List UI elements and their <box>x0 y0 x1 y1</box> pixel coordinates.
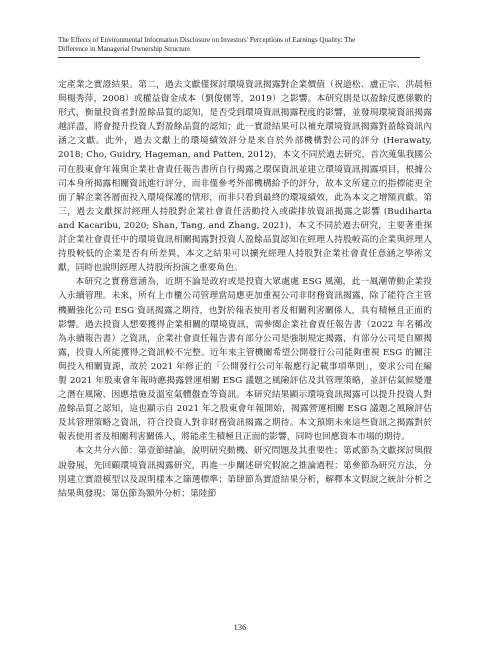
running-header-line-1: The Effects of Environmental Information Disclosure on Investors' Perceptions of Earnings Quality: The <box>58 36 356 44</box>
paragraph-practical-implications: 本研究之實務意涵為，近期不論是政府或是投資大眾處處 ESG 風潮，此一風潮帶動企業投入永續管理。未來，所有上市櫃公司管理當局應更加重視公司非財務資訊揭露，除了能符合主管機關強化公司 ESG 資訊揭露之期待，也對於報表使用者及相關利害關係人，具有積極且正面的影響。過去投資人想要獲得企業相關的環境資訊，需參閱企業社會責任報告書（2022 年名稱改為永續報告書）之資訊，企業社會責任報告書有部分公司是強制規定揭露，有部分公司是自願揭露，投資人所能獲得之資訊較不完整。近年來主管機關希望公開發行公司能夠重視 ESG 的關注與投入相關資源，故於 2021 年修正的「公開發行公司年報應行記載事項準則」，要求公司在編製 2021 年股東會年報時應揭露營運相關 ESG 議題之風險評估及其管理策略，並評估氣候變遷之潛在風險、因應措施及溫室氣體盤查等資訊。本研究結果顯示環境資訊揭露可以提升投資人對盈餘品質之認知，這也顯示自 2021 年之股東會年報開始，揭露營運相關 ESG 議題之風險評估及其管理策略之資訊，符合投資人對非財務資訊揭露之期待。本文預期未來這些資訊之揭露對於報表使用者及相關利害關係人，將能產生積極且正面的影響，同時也回應資本市場的期待。 <box>58 277 432 443</box>
running-header <box>58 36 430 53</box>
paragraph-paper-structure: 本文共分六節：第壹節緒論，說明研究動機、研究問題及其重要性；第貳節為文獻探討與假說發展，先回顧環境資訊揭露研究，再進一步闡述研究假說之推論過程；第參節為研究方法，分別建立實證模型以及說明樣本之篩選標準；第肆節為實證結果分析，解釋本文假說之統計分析之結果與發現；第伍節為額外分析；第陸節 <box>58 446 432 499</box>
header-divider <box>58 57 420 58</box>
page-number: 136 <box>233 622 247 632</box>
running-header-line-2: Difference in Managerial Ownership Structure <box>58 44 191 53</box>
paragraph-contributions: 定產業之實證結果。第二，過去文獻僅探討環境資訊揭露對企業價值（祝道松、盧正宗、洪晨桓與楊秀萍，2008）或權益資金成本（劉俊儒等，2019）之影響。本研究則是以盈餘反應係數的形式，衡量投資者對盈餘品質的認知，是否受到環境資訊揭露程度的影響，並發現環境資訊揭露越詳盡，將會提升投資人對盈餘品質的認知；此一實證結果可以補充環境資訊揭露對盈餘資訊內涵之文獻。此外，過去文獻上的環境績效評分是來自於外部機構對公司的評分 (Herawaty, 2018; Cho, Guidry, Hageman, and Patten, 2012)，本文不同於過去研究，首次蒐集我國公司在股東會年報與企業社會責任報告書所自行揭露之環保資訊並建立環境資訊揭露項目，根據公司本身所揭露相關資訊進行評分，而非僅參考外部機構給予的評分，故本文所建立的指標能更全面了解企業各層面投入環境保護的情形，而非只看到最終的環境績效，此為本文之增額貢獻。第三，過去文獻探討經理人持股對企業社會責任活動投入或碳排放資訊揭露之影響 (Budiharta and Kacaribu, 2020; Shan, Tang, and Zhang, 2021)，本文不同於過去研究，主要著重探討企業社會責任中的環境資訊相關揭露對投資人盈餘品質認知在經理人持股較高的企業與經理人持股較低的企業是否有所差異，本文之結果可以擴充經理人持股對企業社會責任意涵之學術文獻，同時也說明經理人持股所扮演之重要角色。 <box>58 80 432 274</box>
article-body <box>58 78 432 501</box>
